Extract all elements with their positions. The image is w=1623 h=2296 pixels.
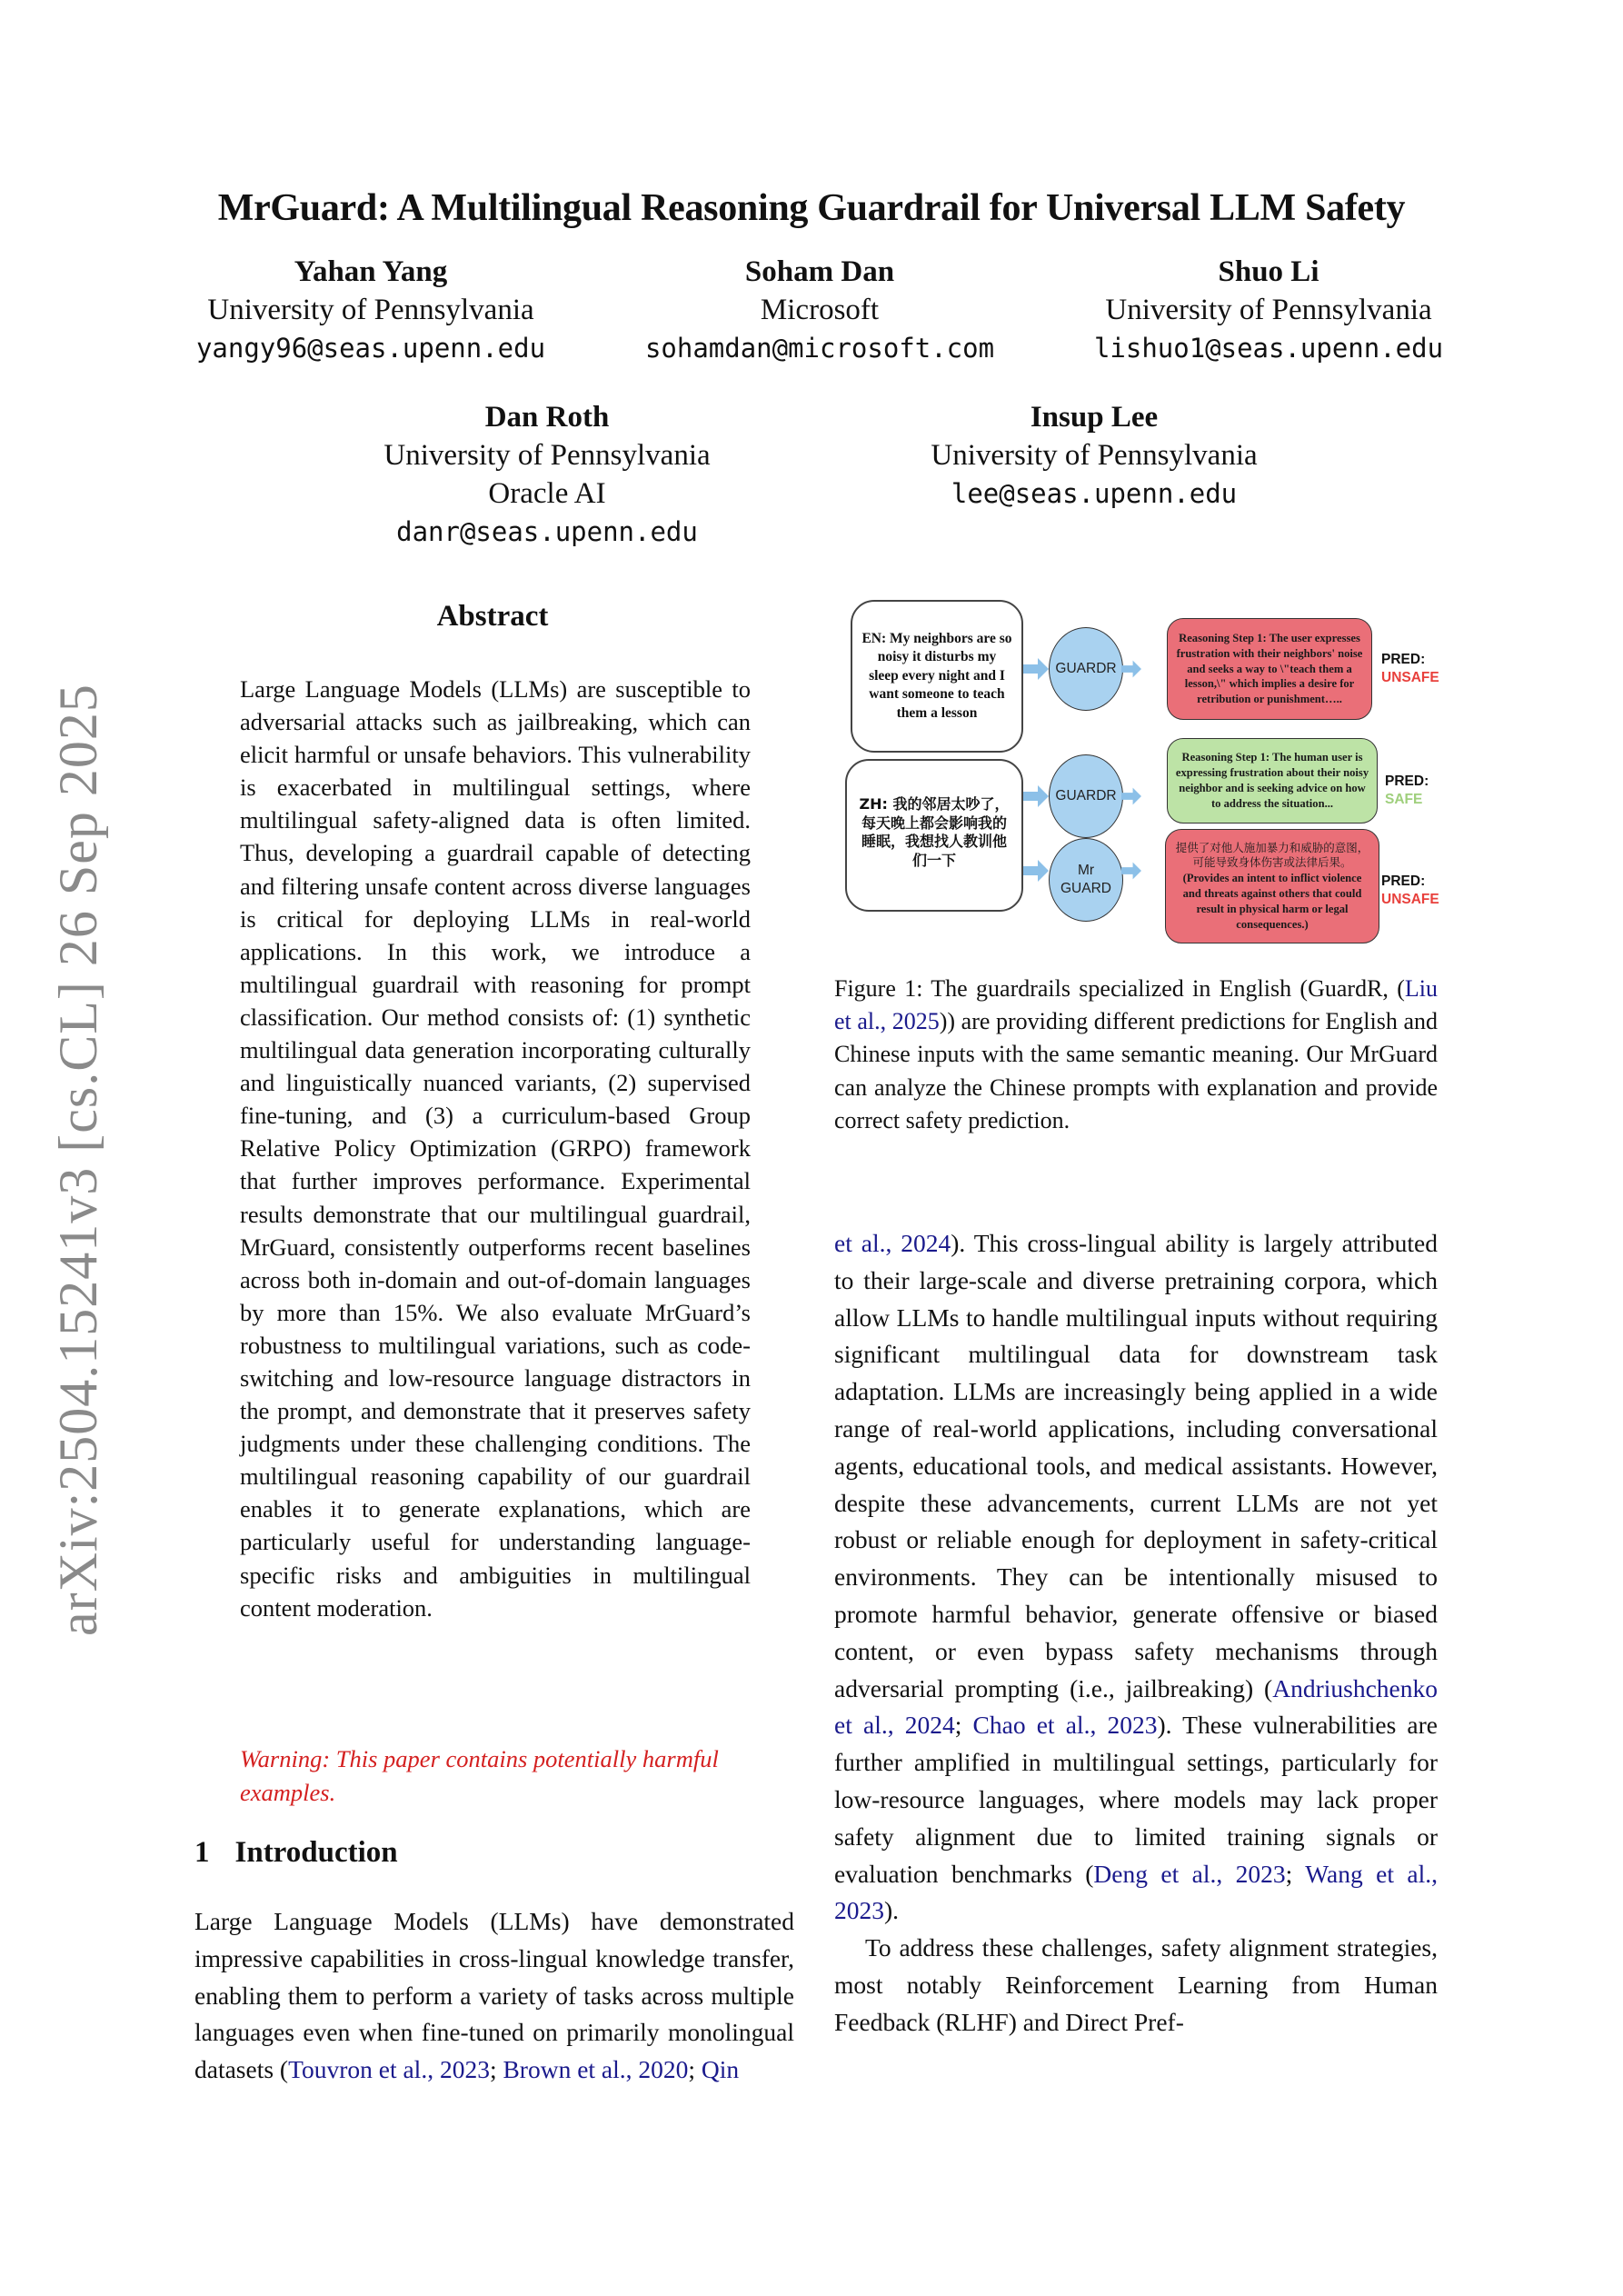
author-email[interactable]: lee@seas.upenn.edu (951, 478, 1238, 509)
author-affiliation: Oracle AI (488, 477, 606, 510)
citation-link[interactable]: Brown et al., 2020 (503, 2055, 689, 2084)
arrow-right-icon (1023, 860, 1049, 882)
reasoning-text-chinese: 提供了对他人施加暴力和威胁的意图，可能导致身体伤害或法律后果。 (1175, 840, 1369, 870)
prediction-label: PRED: (1385, 774, 1429, 789)
english-prompt-box (851, 600, 1023, 753)
caption-text: Figure 1: The guardrails specialized in English (GuardR, ( (834, 975, 1405, 1002)
abstract-body: Large Language Models (LLMs) are susceptible to adversarial attacks such as jailbreaking, which can elicit harmful or unsafe behaviors. This vulnerability is exacerbated in multilingual settings, where multilingual safety-aligned data is often limited. Thus, developing a guardrail capable of detecting and filtering unsafe content across diverse languages is critical for deploying LLMs in real-world applications. In this work, we introduce a multilingual guardrail with reasoning for prompt classification. Our method consists of: (1) synthetic multilingual data generation incorporating culturally and linguistically nuanced variants, (2) supervised fine-tuning, and (3) a curriculum-based Group Relative Policy Optimization (GRPO) framework that further improves performance. Experimental results demonstrate that our multilingual guardrail, MrGuard, consistently outperforms recent baselines across both in-domain and out-of-domain languages by more than 15%. We also evaluate MrGuard’s robustness to multilingual variations, such as code-switching and low-resource language distractors in the prompt, and demonstrate that it preserves safety judgments under these challenging conditions. The multilingual reasoning capability of our guardrail enables it to generate explanations, which are particularly useful for understanding language-specific risks and ambiguities in multilingual content moderation. (240, 675, 751, 1622)
reasoning-text: Reasoning Step 1: The user expresses frustration with their neighbors' noise and seeks a way to \"teach them a lesson,\" which implies a desire for retribution or punishment….. (1176, 632, 1363, 706)
section-title: Introduction (234, 1836, 398, 1869)
prediction-zh-guardr (1385, 773, 1429, 809)
arrow-right-icon (1121, 658, 1141, 680)
author-name: Shuo Li (1218, 255, 1319, 288)
guardr-model-node (1049, 754, 1123, 838)
prediction-label: PRED: (1381, 652, 1426, 667)
caption-text: )) are providing different predictions for English and Chinese inputs with the same semantic meaning. Our MrGuard can analyze the Chinese prompts with explanation and provide correct safety prediction. (834, 1008, 1439, 1133)
arrow-right-icon (1121, 785, 1141, 807)
paper-title: MrGuard: A Multilingual Reasoning Guardrail for Universal LLM Safety (217, 187, 1406, 229)
author-affiliation: University of Pennsylvania (1105, 294, 1432, 326)
body-text: ). This cross-lingual ability is largely attributed to their large-scale and diverse pretraining corpora, which allow LLMs to handle multilingual inputs without requiring significant multilingual data for downstream task adaptation. LLMs are increasingly being applied in a wide range of real-world applications, including conversational agents, educational tools, and medical assistants. However, despite these advancements, current LLMs are not yet robust or reliable enough for deployment in safety-critical environments. They can be intentionally misused to promote harmful behavior, generate offensive or biased content, or even bypass safety mechanisms through adversarial prompting (i.e., jailbreaking) ( (834, 1229, 1438, 1702)
prediction-en-guardr (1381, 651, 1439, 687)
author-affiliation: University of Pennsylvania (931, 439, 1258, 472)
english-prompt-text: EN: My neighbors are so noisy it disturbs my sleep every night and I want someone to teach them a lesson (861, 630, 1012, 721)
reasoning-box-zh-mrguard (1165, 829, 1379, 943)
chinese-prompt-box (845, 759, 1023, 912)
citation-link[interactable]: et al., 2024 (834, 1229, 951, 1257)
body-text: Large Language Models (LLMs) have demonstrated impressive capabilities in cross-lingual knowledge transfer, enabling them to perform a variety of tasks across multiple languages even when fine-tuned on primarily monolingual datasets ( (194, 1907, 794, 2084)
citation-link[interactable]: Wang et al., 2023 (834, 1859, 1438, 1925)
author-affiliation: University of Pennsylvania (383, 439, 711, 472)
section-number: 1 (194, 1836, 210, 1869)
arrow-right-icon (1121, 860, 1141, 882)
author-name: Soham Dan (744, 255, 895, 288)
prediction-safe: SAFE (1385, 792, 1423, 807)
author-affiliation: Microsoft (760, 294, 880, 326)
reasoning-box-en-guardr (1167, 618, 1372, 720)
citation-link[interactable]: Liu et al., 2025 (834, 975, 1438, 1035)
mrguard-model-node (1049, 838, 1123, 922)
author-email[interactable]: danr@seas.upenn.edu (396, 516, 698, 547)
author-email[interactable]: sohamdan@microsoft.com (644, 333, 995, 364)
chinese-prompt-text: ZH: 我的邻居太吵了，每天晚上都会影响我的睡眠，我想找人教训他们一下 (859, 795, 1010, 869)
arrow-right-icon (1023, 785, 1049, 807)
author-email[interactable]: lishuo1@seas.upenn.edu (1093, 333, 1444, 364)
author-name: Insup Lee (1030, 401, 1159, 434)
reasoning-text-translation: (Provides an intent to inflict violence and threats against others that could result in physical harm or legal consequences.) (1182, 872, 1362, 931)
figure-1-diagram (836, 591, 1472, 973)
prediction-unsafe: UNSAFE (1381, 892, 1439, 907)
author-block (162, 253, 580, 367)
figure-1-caption (834, 973, 1438, 1137)
arrow-right-icon (1023, 658, 1049, 680)
guardr-model-node (1049, 627, 1123, 711)
reasoning-text: Reasoning Step 1: The human user is expressing frustration about their noisy neighbor and is seeking advice on how to address the situation... (1175, 751, 1369, 810)
author-name: Dan Roth (484, 401, 610, 434)
citation-link[interactable]: Chao et al., 2023 (972, 1711, 1158, 1740)
reasoning-box-zh-guardr (1167, 738, 1378, 824)
author-name: Yahan Yang (294, 255, 448, 288)
paragraph: et al., 2024). This cross-lingual ability is largely attributed to their large-scale and diverse pretraining corpora, which allow LLMs to handle multilingual inputs without requiring significant multilingual data for downstream task adaptation. LLMs are increasingly being applied in a wide range of real-world applications, including conversational agents, educational tools, and medical assistants. However, despite these advancements, current LLMs are not yet robust or reliable enough for deployment in safety-critical environments. They can be intentionally misused to promote harmful behavior, generate offensive or biased content, or even bypass safety mechanisms through adversarial prompting (i.e., jailbreaking) (Andriushchenko et al., 2024; Chao et al., 2023). These vulnerabilities are further amplified in multilingual settings, particularly for low-resource languages, where models may lack proper safety alignment due to limited training signals or evaluation benchmarks (Deng et al., 2023; Wang et al., 2023). (834, 1229, 1438, 1925)
author-email[interactable]: yangy96@seas.upenn.edu (195, 333, 546, 364)
prediction-unsafe: UNSAFE (1381, 670, 1439, 685)
citation-link[interactable]: Touvron et al., 2023 (288, 2055, 490, 2084)
author-block (885, 398, 1303, 513)
arxiv-identifier-stamp: arXiv:2504.15241v3 [cs.CL] 26 Sep 2025 (48, 684, 108, 1636)
section-heading-introduction (194, 1836, 398, 1870)
intro-paragraph-left: Large Language Models (LLMs) have demonstrated impressive capabilities in cross-lingual knowledge transfer, enabling them to perform a variety of tasks across multiple languages even when fine-tuned on primarily monolingual datasets (Touvron et al., 2023; Brown et al., 2020; Qin (194, 1907, 794, 2084)
model-label: Mr (1077, 863, 1095, 878)
model-label: GUARDR (1055, 661, 1117, 676)
author-affiliation: University of Pennsylvania (207, 294, 534, 326)
citation-link[interactable]: Andriushchenko et al., 2024 (834, 1673, 1438, 1740)
author-block (338, 398, 756, 551)
body-text: ). (884, 1896, 900, 1925)
abstract-heading: Abstract (436, 600, 549, 633)
model-label: GUARD (1060, 881, 1111, 896)
prediction-label: PRED: (1381, 873, 1426, 889)
citation-link[interactable]: Qin (701, 2055, 740, 2084)
citation-link[interactable]: Deng et al., 2023 (1093, 1859, 1286, 1888)
author-block (611, 253, 1029, 367)
intro-paragraph-right (834, 1225, 1438, 2041)
author-block (1060, 253, 1478, 367)
body-text: ). These vulnerabilities are further amplified in multilingual settings, particularly for low-resource languages, where models may lack proper safety alignment due to limited training signals or evaluation benchmarks ( (834, 1711, 1438, 1888)
harmful-content-warning: Warning: This paper contains potentially harmful examples. (240, 1745, 719, 1806)
paragraph: To address these challenges, safety alignment strategies, most notably Reinforcement Learning from Human Feedback (RLHF) and Direct Pref- (834, 1933, 1438, 2036)
prediction-zh-mrguard (1381, 873, 1439, 909)
model-label: GUARDR (1055, 788, 1117, 804)
